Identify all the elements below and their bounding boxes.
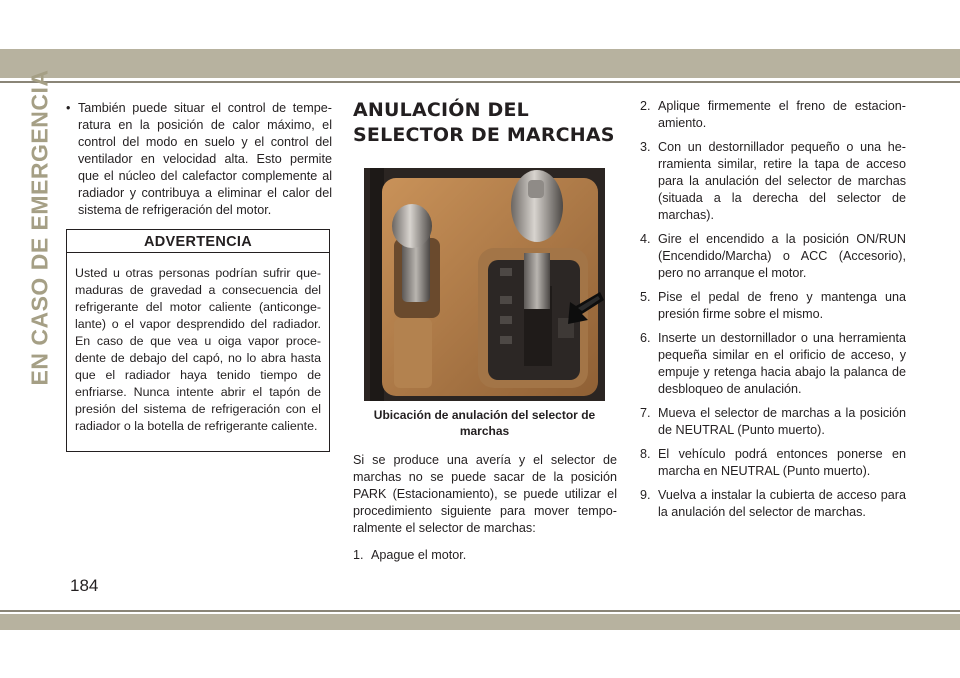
- step-6: [640, 330, 906, 398]
- column-1: [66, 100, 332, 219]
- warning-title: ADVERTENCIA: [67, 230, 329, 253]
- step-2: [640, 98, 906, 132]
- warning-text: Usted u otras personas podrían sufrir quemaduras de gravedad a consecuencia del refrigerante del motor caliente (anticongelante) o el vapor desprendido del radiador. En caso de que vea u oiga vapor procedente de debajo del capó, no lo abra hasta que el radiador haya tenido tiempo de enfriarse. Nunca intente abrir el tapón de presión del sistema de refrigeración con el radiador o la botella de refrigerante caliente.: [75, 266, 321, 433]
- step-text: Vuelva a instalar la cubierta de acceso para la anulación del selector de marchas.: [658, 488, 906, 519]
- step-1: [353, 547, 617, 564]
- step-number: 4.: [640, 232, 651, 246]
- sidebar-section-title: [26, 69, 53, 385]
- section-title-line-1: ANULACIÓN DEL: [353, 99, 529, 121]
- step-5: [640, 289, 906, 323]
- step-number: 1.: [353, 548, 364, 562]
- photo-caption: Ubicación de anulación del selector de marchas: [373, 408, 596, 438]
- step-9: [640, 487, 906, 521]
- step-number: 2.: [640, 99, 651, 113]
- step-text: Pise el pedal de freno y mantenga una presión firme sobre el mismo.: [658, 290, 906, 321]
- column-2: [353, 98, 617, 148]
- gear-shifter-illustration: [364, 168, 605, 401]
- column-2-body: [353, 452, 617, 571]
- step-text: Inserte un destornillador o una herramienta pequeña similar en el orificio de acceso, y empuje y retenga hacia abajo la palanca de desbloqueo de anulación.: [658, 331, 906, 396]
- bullet-marker: •: [66, 101, 71, 115]
- section-intro: Si se produce una avería y el selector de marchas no se puede sacar de la posición PARK (Estacionamiento), se puede utilizar el procedimiento siguiente para mover temporalmente el selector de marchas:: [353, 453, 617, 535]
- step-text: Apague el motor.: [371, 548, 467, 562]
- column-3: [640, 98, 906, 528]
- step-text: Mueva el selector de marchas a la posición de NEUTRAL (Punto muerto).: [658, 406, 906, 437]
- bullet-paragraph: [66, 100, 332, 219]
- step-text: Con un destornillador pequeño o una herramienta similar, retire la tapa de acceso para la anulación del selector de marchas (situada a la derecha del selector de marchas).: [658, 140, 906, 222]
- bottom-rule: [0, 610, 960, 612]
- section-title-line-2: SELECTOR DE MARCHAS: [353, 124, 615, 146]
- step-number: 3.: [640, 140, 651, 154]
- step-number: 5.: [640, 290, 651, 304]
- section-title: [353, 98, 617, 148]
- sidebar-title-text: EN CASO DE EMERGENCIA: [26, 69, 53, 385]
- step-number: 6.: [640, 331, 651, 345]
- step-number: 8.: [640, 447, 651, 461]
- step-number: 7.: [640, 406, 651, 420]
- step-3: [640, 139, 906, 224]
- step-text: El vehículo podrá entonces ponerse en marcha en NEUTRAL (Punto muerto).: [658, 447, 906, 478]
- gear-shifter-photo: [364, 168, 605, 401]
- bottom-decorative-band: [0, 614, 960, 630]
- bullet-text: También puede situar el control de temperatura en la posición de calor máximo, el control del modo en suelo y el control del ventilador en velocidad alta. Esto permite que el núcleo del calefactor complemente al radiador y contribuya a eliminar el calor del sistema de refrigeración del motor.: [78, 101, 332, 217]
- top-decorative-band: [0, 49, 960, 78]
- top-rule: [0, 81, 960, 83]
- step-text: Aplique firmemente el freno de estacionamiento.: [658, 99, 906, 130]
- warning-box: [66, 229, 330, 452]
- step-4: [640, 231, 906, 282]
- step-8: [640, 446, 906, 480]
- page-number: 184: [70, 576, 99, 595]
- step-7: [640, 405, 906, 439]
- step-number: 9.: [640, 488, 651, 502]
- step-text: Gire el encendido a la posición ON/RUN (Encendido/Marcha) o ACC (Accesorio), pero no arranque el motor.: [658, 232, 906, 280]
